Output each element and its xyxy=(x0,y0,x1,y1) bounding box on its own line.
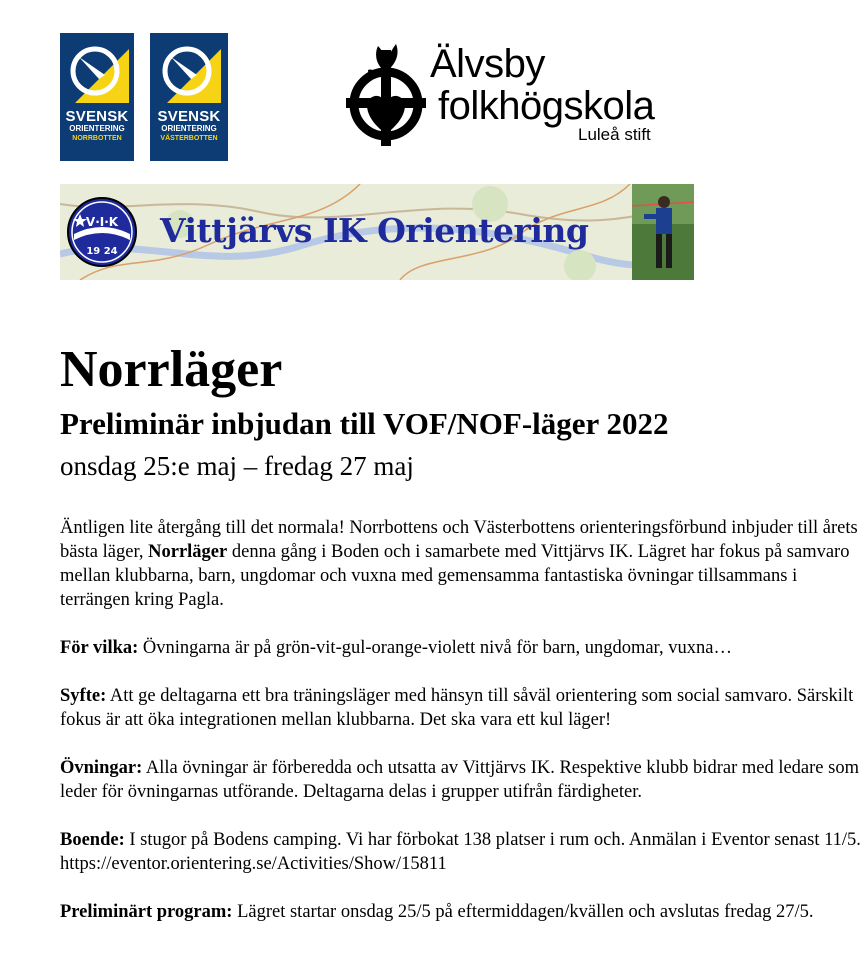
logo-line-1: SVENSK xyxy=(65,108,129,125)
vik-club-badge-icon xyxy=(66,196,138,268)
logo-line-3: VÄSTERBOTTEN xyxy=(160,135,218,142)
section-syfte xyxy=(60,684,865,732)
page-subtitle: Preliminär inbjudan till VOF/NOF-läger 2022 xyxy=(60,406,669,441)
badge-text-top: V·I·K xyxy=(85,215,119,229)
compass-emblem-icon xyxy=(157,39,221,103)
logo-line-2: ORIENTERING xyxy=(161,124,217,133)
section-text: Övningarna är på grön-vit-gul-orange-violett nivå för barn, ungdomar, vuxna… xyxy=(138,638,732,658)
banner-title: Vittjärvs IK Orientering xyxy=(160,211,589,250)
intro-text-1: Äntligen lite återgång till det normala! Norrbottens och Västerbottens orienteringsförbund inbjuder till årets bästa läger, xyxy=(60,518,858,562)
intro-text-2: denna gång i Boden och i samarbete med Vittjärvs IK. Lägret har fokus på samvaro mellan klubbarna, barn, ungdomar och vuxna med gemensamma fantastiska övningar tillsammans i terrängen kring Pagla. xyxy=(60,542,850,610)
alvsby-folkhogskola-logo xyxy=(342,40,672,145)
section-ovningar xyxy=(60,756,865,804)
section-program xyxy=(60,900,865,924)
section-label: Boende: xyxy=(60,830,125,850)
page-title: Norrläger xyxy=(60,341,283,398)
event-dates: onsdag 25:e maj – fredag 27 maj xyxy=(60,451,414,481)
section-text: Lägret startar onsdag 25/5 på eftermiddagen/kvällen och avslutas fredag 27/5. xyxy=(232,902,814,922)
cross-heart-emblem-icon xyxy=(342,42,434,146)
invitation-body xyxy=(60,516,865,948)
logo-line-2: ORIENTERING xyxy=(69,124,125,133)
alvsby-logo-line-1: Älvsby xyxy=(430,42,545,86)
section-label: Syfte: xyxy=(60,686,107,706)
logo-line-3: NORRBOTTEN xyxy=(72,135,122,142)
vittjarvs-ik-banner xyxy=(60,184,694,280)
section-label: Preliminärt program: xyxy=(60,902,233,922)
section-text: Alla övningar är förberedda och utsatta av Vittjärvs IK. Respektive klubb bidrar med ledare som leder för övningarnas utförande. Deltagarna delas i grupper utifrån färdigheter. xyxy=(60,758,859,802)
section-boende xyxy=(60,828,865,876)
alvsby-logo-line-3: Luleå stift xyxy=(578,125,651,144)
compass-emblem-icon xyxy=(65,39,129,103)
section-for-vilka xyxy=(60,636,865,660)
logo-line-1: SVENSK xyxy=(157,108,221,125)
alvsby-logo-line-2: folkhögskola xyxy=(438,84,655,128)
intro-paragraph xyxy=(60,516,865,612)
badge-text-bottom: 19 24 xyxy=(86,246,118,257)
section-label: För vilka: xyxy=(60,638,139,658)
section-label: Övningar: xyxy=(60,758,143,778)
section-text: Att ge deltagarna ett bra träningsläger med hänsyn till såväl orientering som social samvaro. Särskilt fokus är att öka integrationen mellan klubbarna. Det ska vara ett kul läger! xyxy=(60,686,854,730)
svensk-orientering-vasterbotten-logo xyxy=(150,33,228,161)
section-text: I stugor på Bodens camping. Vi har förbokat 138 platser i rum och. Anmälan i Eventor senast 11/5. https://eventor.orientering.se/Activities/Show/15811 xyxy=(60,830,861,874)
intro-bold: Norrläger xyxy=(148,542,228,562)
svensk-orientering-norrbotten-logo xyxy=(60,33,134,161)
